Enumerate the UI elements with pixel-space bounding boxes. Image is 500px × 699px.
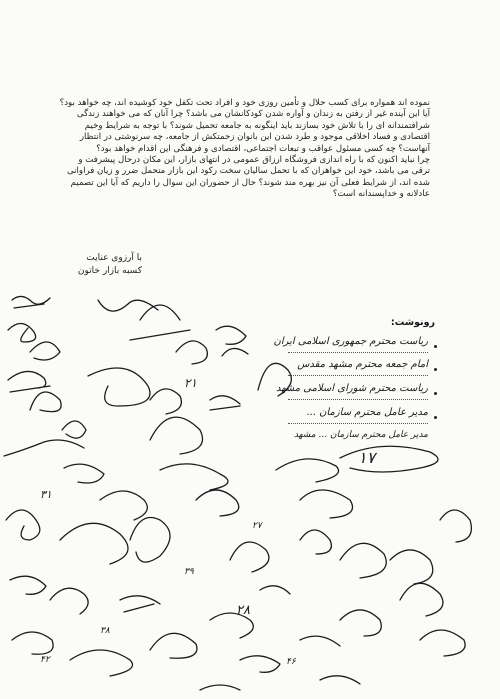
signature [160,464,228,490]
signature [150,633,197,658]
signature [12,296,50,308]
signature-number: ۲۱ [184,376,197,390]
signature-number: ۱۷ [358,448,376,467]
signature [88,368,150,406]
signature-number: ۴۶ [286,657,296,667]
signature [30,392,61,412]
signature [176,341,207,364]
signature [276,459,339,482]
closing-line: با آرزوی عنایت [86,253,142,263]
cc-item: مدیر عامل محترم سازمان ... مشهد [293,430,428,440]
signature [240,656,280,673]
cc-item: مدیر عامل محترم سازمان ... [306,407,428,418]
signature [440,510,471,542]
cc-title: رونوشت: [390,317,435,328]
signature [4,440,84,456]
signature [8,371,50,392]
cc-item: ریاست محترم شورای اسلامی مشهد [275,383,428,394]
signature [6,510,40,540]
signature [62,421,86,438]
signature-number: ۳۹ [184,567,194,577]
signature [12,632,53,654]
signature [130,305,190,340]
signature [196,490,239,516]
signature [10,576,46,594]
signature [120,596,160,612]
signature [50,588,88,614]
signature [340,446,438,472]
signature [340,610,381,636]
signature [70,650,133,676]
signature-number: ۳۱ [40,488,52,501]
signature [150,389,181,414]
signature [390,550,433,584]
signature [258,363,291,396]
signature [150,417,203,454]
signature-number: ۲۷ [252,521,262,531]
signature-number: ۳۸ [100,626,110,636]
signature [64,464,104,483]
signature [216,326,246,344]
letter-paragraph: نموده اند همواره برای کسب حلال و تأمین روزی خود و افراد تحت تکفل خود کوشیده اند، چه خواهد بود؟ آیا این آینده غیر از رفتن به زندان و آواره شدن کودکانشان می باشد؟ چرا آنان که می خواهند زندگی شرافتمندانه ای را با تلاش خود بسازند باید اینگونه به جامعه تحمیل شوند؟ با توجه به شرایط وخیم اقتصادی و فساد اخلاقی موجود و طرد شدن این بانوان زحمتکش از جامعه، چه سرنوشتی در انتظار آنهاست؟ چه کسی مسئول عواقب و تبعات اجتماعی، اقتصادی و فرهنگی این اقدام خواهد بود؟ [59,98,430,154]
closing-line: کسبه بازار خاتون [77,266,142,276]
signature [200,685,240,690]
cc-item: ریاست محترم جمهوری اسلامی ایران [273,336,428,347]
signature [400,583,443,616]
signature [30,342,60,360]
signature [8,323,36,342]
signature [300,530,331,554]
signature [60,523,128,564]
signature [260,586,290,594]
signature [222,348,248,356]
signature [210,396,240,410]
signature [210,613,253,638]
signature [100,491,147,520]
signature [320,676,360,684]
signature [420,630,465,656]
signature-number: ۴۲ [40,655,50,665]
signature [300,636,340,646]
signature [340,543,386,578]
signature [230,542,269,572]
signature [300,490,353,518]
cc-item: امام جمعه محترم مشهد مقدس [297,359,428,370]
signature-number: ۲۸ [236,603,250,618]
signature [130,518,170,563]
letter-paragraph: چرا نباید اکنون که با راه اندازی فروشگاه ارزاق عمومی در انتهای بازار، این مکان درحال پیشرفت و ترقی می باشد، خود این خواهران که با تحمل سالیان سخت رکود این بازار متحمل ضرر و زیان فراوانی شده اند، از شرایط فعلی آن نیز بهره مند شوند؟ حال از حضوران این سوال را داریم که آیا این تصمیم عادلانه و خداپسندانه است؟ [66,155,430,200]
